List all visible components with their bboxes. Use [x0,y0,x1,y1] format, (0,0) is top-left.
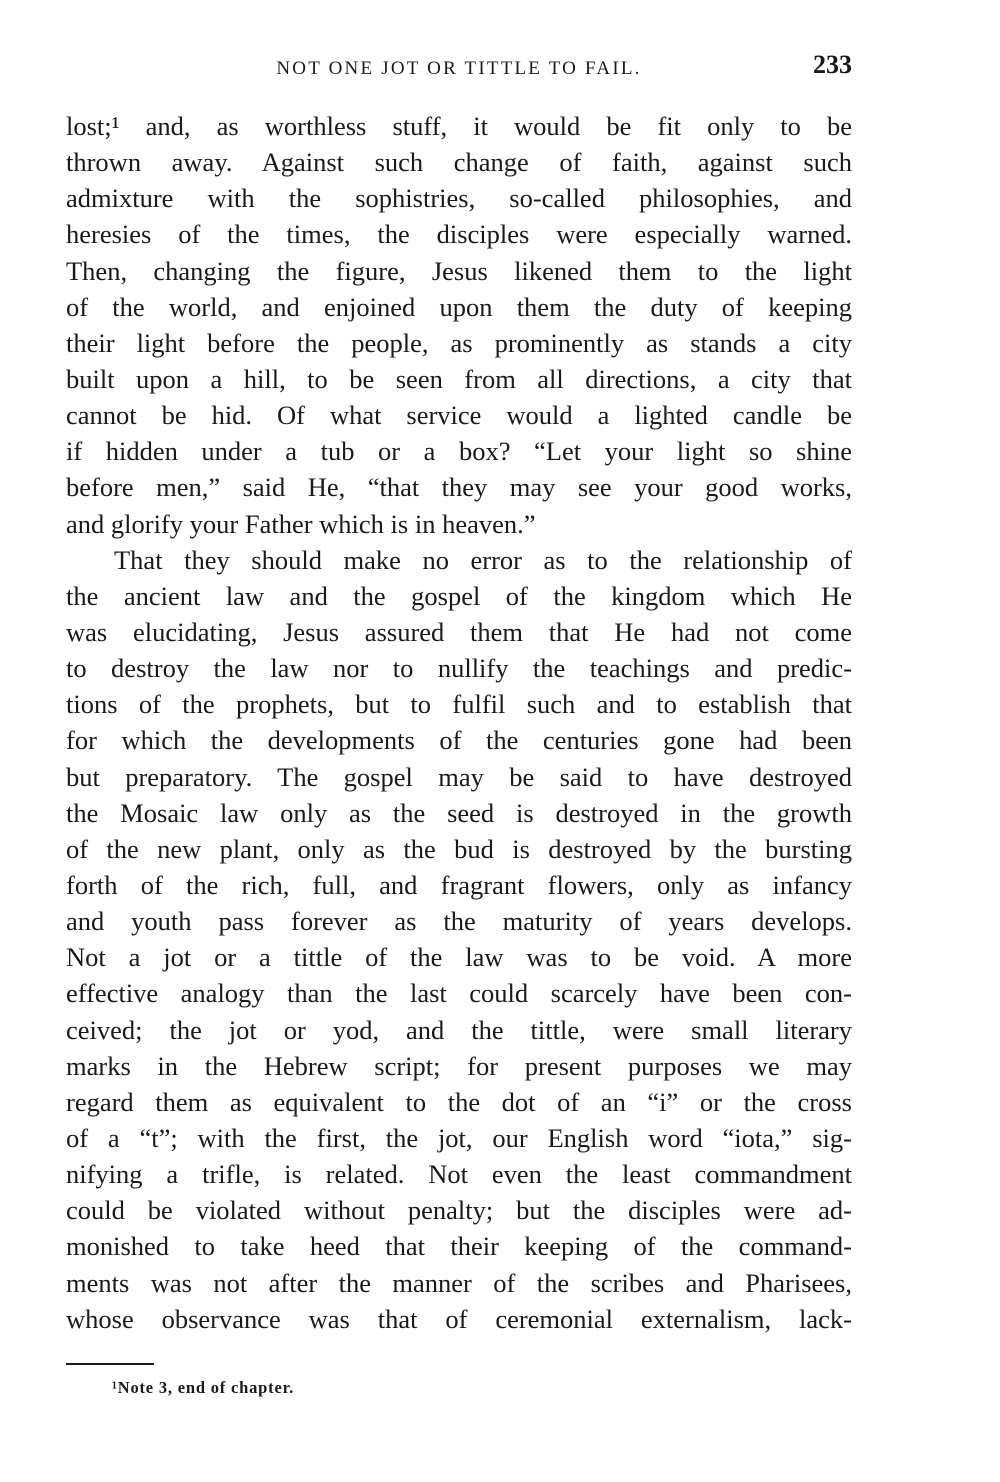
text-line: whose observance was that of ceremonial externalism, lack- [66,1303,852,1334]
text-line: tions of the prophets, but to fulfil such and to establish that [66,689,852,720]
paragraph-first-line: That they should make no error as to the relationship of [114,544,852,575]
text-line: but preparatory. The gospel may be said to have destroyed [66,761,852,792]
text-line: before men,” said He, “that they may see your good works, [66,472,852,503]
text-line: regard them as equivalent to the dot of an “i” or the cross [66,1086,852,1117]
running-head: NOT ONE JOT OR TITTLE TO FAIL. [276,58,642,79]
text-line: Then, changing the figure, Jesus likened them to the light [66,255,852,286]
paragraph-last-line: and glorify your Father which is in heaven.” [66,508,536,539]
text-line: monished to take heed that their keeping of the command- [66,1231,852,1262]
text-line: could be violated without penalty; but the disciples were ad- [66,1195,852,1226]
text-line: of a “t”; with the first, the jot, our English word “iota,” sig- [66,1122,852,1153]
text-line: admixture with the sophistries, so-called philosophies, and [66,183,852,214]
page-header [66,50,852,86]
text-line: of the new plant, only as the bud is destroyed by the bursting [66,833,852,864]
text-line: effective analogy than the last could scarcely have been con- [66,978,852,1009]
text-line: for which the developments of the centuries gone had been [66,725,852,756]
text-line: forth of the rich, full, and fragrant flowers, only as infancy [66,869,852,900]
text-line: of the world, and enjoined upon them the duty of keeping [66,291,852,322]
text-line: lost;¹ and, as worthless stuff, it would be fit only to be [66,111,852,141]
text-line: the ancient law and the gospel of the kingdom which He [66,580,852,611]
text-line: thrown away. Against such change of faith, against such [66,147,852,178]
text-line: ments was not after the manner of the scribes and Pharisees, [66,1267,852,1298]
text-line: ceived; the jot or yod, and the tittle, were small literary [66,1014,852,1045]
body-text [66,108,852,1337]
text-line: marks in the Hebrew script; for present purposes we may [66,1050,852,1081]
text-line: their light before the people, as prominently as stands a city [66,327,852,358]
text-line: the Mosaic law only as the seed is destroyed in the growth [66,797,852,828]
page-number: 233 [813,50,852,79]
text-line: to destroy the law nor to nullify the teachings and predic- [66,653,852,684]
text-line: heresies of the times, the disciples were especially warned. [66,219,852,250]
text-line: was elucidating, Jesus assured them that He had not come [66,616,852,647]
footnote-rule [66,1363,154,1365]
text-line: built upon a hill, to be seen from all directions, a city that [66,363,852,394]
text-line: if hidden under a tub or a box? “Let your light so shine [66,436,852,467]
text-line: and youth pass forever as the maturity of years develops. [66,906,852,937]
text-line: cannot be hid. Of what service would a lighted candle be [66,400,852,431]
footnote: ¹Note 3, end of chapter. [112,1378,295,1397]
text-line: Not a jot or a tittle of the law was to be void. A more [66,942,852,973]
text-line: nifying a trifle, is related. Not even the least commandment [66,1159,852,1190]
